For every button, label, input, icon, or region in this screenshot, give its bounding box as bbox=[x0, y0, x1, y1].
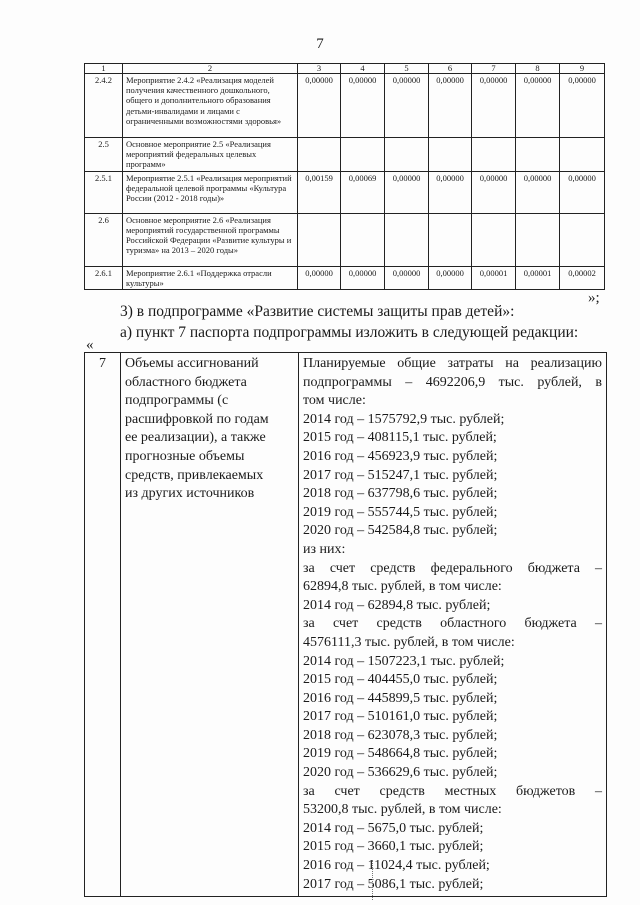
table-row bbox=[85, 213, 605, 266]
row-number: 2.6.1 bbox=[85, 266, 123, 289]
header-cell: 3 bbox=[298, 64, 341, 74]
content-line: 2019 год – 548664,8 тыс. рублей; bbox=[303, 746, 498, 762]
row-value bbox=[560, 138, 605, 172]
content-line: 2018 год – 623078,3 тыс. рублей; bbox=[303, 727, 498, 743]
passport-item-number: 7 bbox=[85, 353, 121, 897]
content-line: 2016 год – 445899,5 тыс. рублей; bbox=[303, 690, 498, 706]
row-value: 0,00000 bbox=[472, 74, 516, 138]
label-line: подпрограммы (с bbox=[125, 393, 229, 409]
content-line: 2015 год – 408115,1 тыс. рублей; bbox=[303, 430, 497, 446]
content-line: 2015 год – 3660,1 тыс. рублей; bbox=[303, 839, 484, 855]
row-value bbox=[429, 138, 472, 172]
row-name: Мероприятие 2.4.2 «Реализация моделей получения качественного дошкольного, общего и дополнительного образования детьми-инвалидами и лицами с ограниченными возможностями здоровья» bbox=[123, 74, 298, 138]
content-line: подпрограммы – 4692206,9 тыс. рублей, в bbox=[303, 374, 602, 390]
header-cell: 2 bbox=[123, 64, 298, 74]
passport-label bbox=[121, 353, 299, 897]
closing-quote: »; bbox=[588, 290, 600, 306]
content-line: 2018 год – 637798,6 тыс. рублей; bbox=[303, 486, 498, 502]
content-line: 2020 год – 542584,8 тыс. рублей; bbox=[303, 523, 498, 539]
row-number: 2.4.2 bbox=[85, 74, 123, 138]
content-line: из них: bbox=[303, 541, 346, 557]
label-line: из других источников bbox=[125, 486, 255, 502]
content-line: 53200,8 тыс. рублей, в том числе: bbox=[303, 802, 502, 818]
row-value: 0,00000 bbox=[516, 74, 560, 138]
row-value: 0,00001 bbox=[516, 266, 560, 289]
content-line: Планируемые общие затраты на реализацию bbox=[303, 356, 602, 371]
row-value: 0,00000 bbox=[341, 266, 385, 289]
row-number: 2.6 bbox=[85, 213, 123, 266]
paragraph-3: 3) в подпрограмме «Развитие системы защиты прав детей»: bbox=[120, 303, 515, 320]
header-cell: 8 bbox=[516, 64, 560, 74]
row-value: 0,00000 bbox=[429, 266, 472, 289]
label-line: прогнозные объемы bbox=[125, 448, 245, 464]
table-row bbox=[85, 138, 605, 172]
passport-table bbox=[84, 352, 607, 897]
row-value bbox=[516, 213, 560, 266]
row-value: 0,00000 bbox=[298, 74, 341, 138]
paragraph-a: а) пункт 7 паспорта подпрограммы изложить в следующей редакции: bbox=[120, 324, 579, 341]
content-line: 2014 год – 62894,8 тыс. рублей; bbox=[303, 597, 491, 613]
row-value: 0,00000 bbox=[516, 171, 560, 213]
row-value: 0,00000 bbox=[560, 74, 605, 138]
row-value bbox=[298, 138, 341, 172]
opening-quote: « bbox=[86, 337, 94, 353]
binding-mark bbox=[372, 860, 375, 900]
content-line: 2016 год – 11024,4 тыс. рублей; bbox=[303, 858, 490, 874]
content-line: 4576111,3 тыс. рублей, в том числе: bbox=[303, 634, 515, 650]
row-value: 0,00000 bbox=[429, 171, 472, 213]
label-line: Объемы ассигнований bbox=[125, 356, 259, 371]
content-line: 2017 год – 5086,1 тыс. рублей; bbox=[303, 876, 484, 892]
row-value bbox=[429, 213, 472, 266]
header-cell: 4 bbox=[341, 64, 385, 74]
row-name: Основное мероприятие 2.6 «Реализация мероприятий государственной программы Российской Федерации «Развитие культуры и туризма» на 2013 – 2020 годы» bbox=[123, 213, 298, 266]
passport-row bbox=[85, 353, 607, 897]
content-line: за счет средств местных бюджетов – bbox=[303, 783, 602, 799]
content-line: 62894,8 тыс. рублей, в том числе: bbox=[303, 579, 502, 595]
table-row bbox=[85, 74, 605, 138]
row-value: 0,00159 bbox=[298, 171, 341, 213]
header-cell: 1 bbox=[85, 64, 123, 74]
row-name: Основное мероприятие 2.5 «Реализация мероприятий федеральных целевых программ» bbox=[123, 138, 298, 172]
budget-table-header bbox=[85, 64, 605, 74]
content-line: 2019 год – 555744,5 тыс. рублей; bbox=[303, 504, 498, 520]
row-name: Мероприятие 2.6.1 «Поддержка отрасли культуры» bbox=[123, 266, 298, 289]
row-value: 0,00000 bbox=[385, 171, 429, 213]
row-value bbox=[516, 138, 560, 172]
table-row bbox=[85, 171, 605, 213]
row-value: 0,00069 bbox=[341, 171, 385, 213]
table-row bbox=[85, 266, 605, 289]
content-line: 2020 год – 536629,6 тыс. рублей; bbox=[303, 765, 498, 781]
row-value bbox=[472, 213, 516, 266]
label-line: ее реализации), а также bbox=[125, 430, 266, 446]
content-line: том числе: bbox=[303, 393, 366, 409]
passport-content bbox=[299, 353, 607, 897]
row-value bbox=[298, 213, 341, 266]
page-number: 7 bbox=[316, 36, 324, 52]
row-value bbox=[341, 213, 385, 266]
content-line: за счет средств областного бюджета – bbox=[303, 616, 602, 632]
row-value: 0,00000 bbox=[298, 266, 341, 289]
row-value bbox=[385, 213, 429, 266]
content-line: за счет средств федерального бюджета – bbox=[303, 560, 602, 576]
header-cell: 6 bbox=[429, 64, 472, 74]
row-value bbox=[341, 138, 385, 172]
content-line: 2014 год – 1507223,1 тыс. рублей; bbox=[303, 653, 505, 669]
content-line: 2014 год – 5675,0 тыс. рублей; bbox=[303, 820, 484, 836]
row-value: 0,00000 bbox=[472, 171, 516, 213]
row-value bbox=[560, 213, 605, 266]
row-value: 0,00002 bbox=[560, 266, 605, 289]
row-value: 0,00000 bbox=[385, 74, 429, 138]
row-value: 0,00000 bbox=[341, 74, 385, 138]
row-value bbox=[385, 138, 429, 172]
label-line: средств, привлекаемых bbox=[125, 467, 264, 483]
row-number: 2.5.1 bbox=[85, 171, 123, 213]
content-line: 2015 год – 404455,0 тыс. рублей; bbox=[303, 672, 498, 688]
header-cell: 5 bbox=[385, 64, 429, 74]
content-line: 2017 год – 510161,0 тыс. рублей; bbox=[303, 709, 498, 725]
header-cell: 7 bbox=[472, 64, 516, 74]
row-number: 2.5 bbox=[85, 138, 123, 172]
budget-table bbox=[84, 63, 605, 290]
content-line: 2017 год – 515247,1 тыс. рублей; bbox=[303, 467, 498, 483]
content-line: 2016 год – 456923,9 тыс. рублей; bbox=[303, 448, 498, 464]
row-name: Мероприятие 2.5.1 «Реализация мероприятий федеральной целевой программы «Культура России (2012 - 2018 годы)» bbox=[123, 171, 298, 213]
content-line: 2014 год – 1575792,9 тыс. рублей; bbox=[303, 411, 505, 427]
row-value: 0,00000 bbox=[385, 266, 429, 289]
row-value bbox=[472, 138, 516, 172]
header-cell: 9 bbox=[560, 64, 605, 74]
label-line: областного бюджета bbox=[125, 374, 247, 390]
row-value: 0,00000 bbox=[429, 74, 472, 138]
row-value: 0,00001 bbox=[472, 266, 516, 289]
label-line: расшифровкой по годам bbox=[125, 411, 269, 427]
row-value: 0,00000 bbox=[560, 171, 605, 213]
